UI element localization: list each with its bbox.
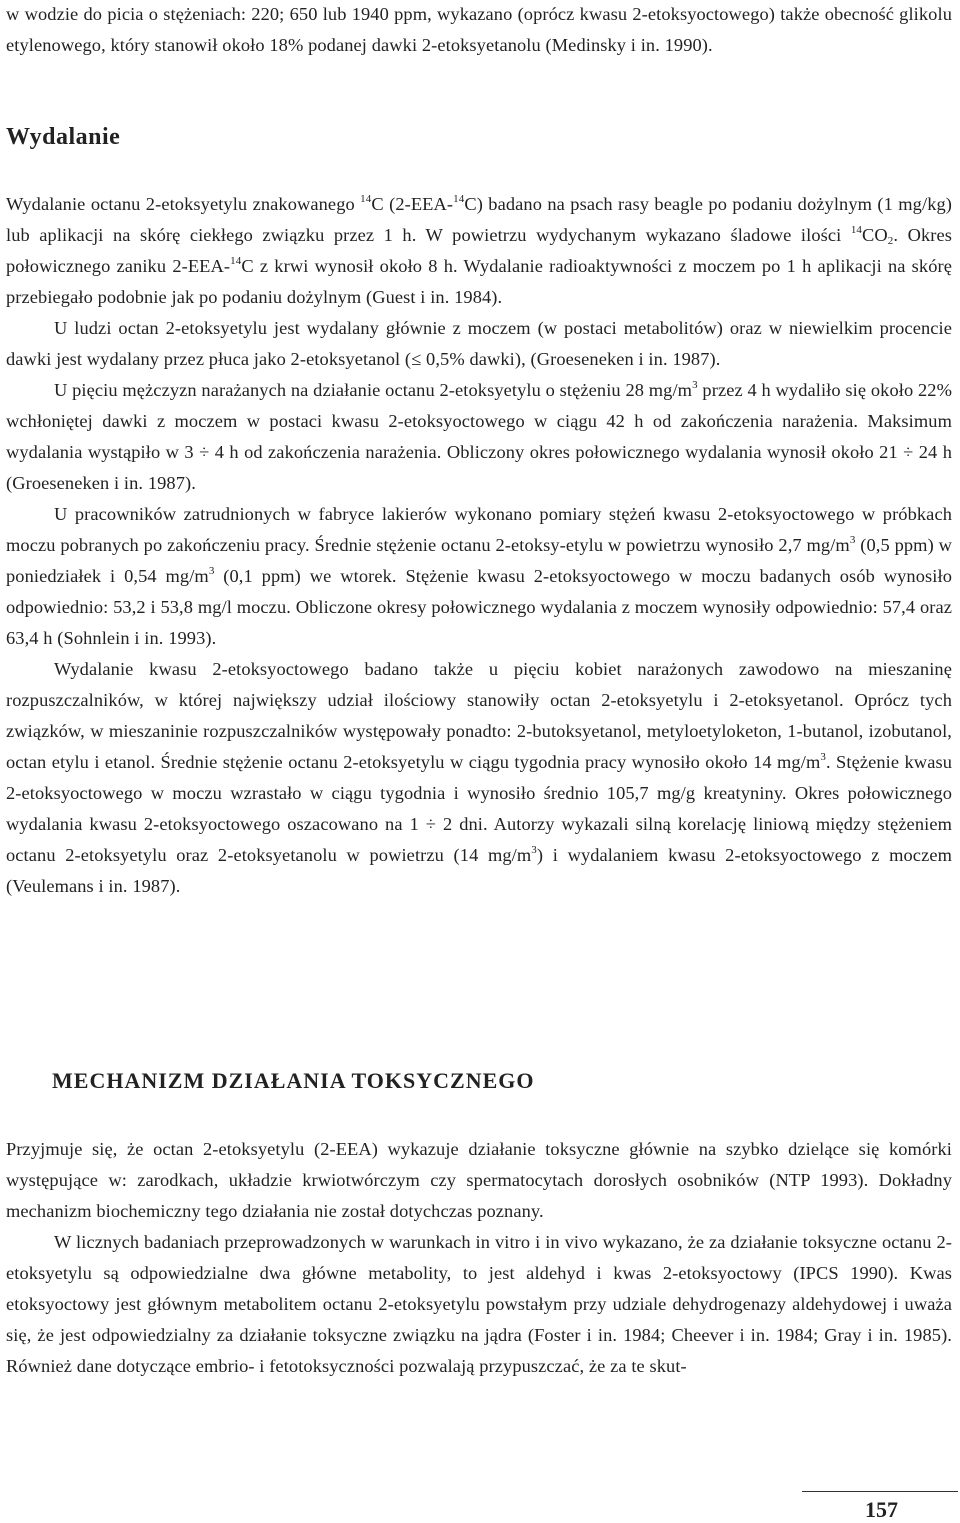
superscript: 3 [208,565,215,577]
superscript: 3 [692,379,698,391]
superscript: 3 [849,534,856,546]
excretion-paragraph-4 [6,499,952,654]
superscript: 14 [850,224,863,236]
text-run: Wydalanie kwasu 2-etoksyoctowego badano także u pięciu kobiet narażonych zawodowo na mieszaninę rozpuszczalników, w której największy udział ilościowy stanowiły octan 2-etoksyetylu i 2-etoksyetanol. Oprócz tych związków, w mieszaninie rozpuszczalników występowały ponadto: 2-butoksyetanol, metyloetyloketon, 1-butanol, izobutanol, octan etylu i etanol. Średnie stężenie octanu 2-etoksyetylu w ciągu tygodnia pracy wynosiło około 14 mg/m [6,659,952,772]
text-run: (0,1 ppm) we wtorek. Stężenie kwasu 2-etoksyoctowego w moczu badanych osób wynosiło odpowiednio: 53,2 i 53,8 mg/l moczu. Obliczone okresy połowicznego wydalania z moczem wynosiły odpowiednio: 57,4 oraz 63,4 h (Sohnlein i in. 1993). [6,566,952,648]
text-run: Wydalanie octanu 2-etoksyetylu znakowanego [6,194,361,214]
superscript: 3 [820,751,826,763]
footer-rule [802,1491,958,1492]
text-run: C z krwi wynosił około 8 h. Wydalanie radioaktywności z moczem po 1 h aplikacji na skórę przebiegało podobnie jak po podaniu dożylnym (Guest i in. 1984). [6,256,953,307]
superscript: 14 [230,255,242,267]
page-number: 157 [865,1497,898,1522]
text-run: . Okres połowicznego zaniku 2-EEA- [6,225,952,276]
text-run: ) i wydalaniem kwasu 2-etoksyoctowego z moczem (Veulemans i in. 1987). [6,845,952,896]
text-run: . Stężenie kwasu 2-etoksyoctowego w moczu wzrastało w ciągu tygodnia i wynosiło średnio 105,7 mg/g kreatyniny. Okres połowicznego wydalania kwasu 2-etoksyoctowego oszacowano na 1 ÷ 2 dni. Autorzy wykazali silną korelację liniową między stężeniem octanu 2-etoksyetylu oraz 2-etoksyetanolu w powietrzu (14 mg/m [6,752,953,865]
excretion-paragraph-1 [6,189,952,313]
excretion-paragraph-3 [6,375,952,499]
section-heading-mechanism: MECHANIZM DZIAŁANIA TOKSYCZNEGO [52,1068,535,1093]
text-run: U pracowników zatrudnionych w fabryce lakierów wykonano pomiary stężeń kwasu 2-etoksyoctowego w próbkach moczu pobranych po zakończeniu pracy. Średnie stężenie octanu 2-etoksy-etylu w powietrzu wynosiło 2,7 mg/m [6,504,952,555]
superscript: 14 [453,193,465,205]
mechanism-paragraph-2: W licznych badaniach przeprowadzonych w warunkach in vitro i in vivo wykazano, że za działanie toksyczne octanu 2-etoksyetylu są odpowiedzialne dwa główne metabolity, to jest aldehyd i kwas 2-etoksyoctowy (IPCS 1990). Kwas etoksyoctowy jest głównym metabolitem octanu 2-etoksyetylu powstałym przy udziale dehydrogenazy aldehydowej i uważa się, że jest odpowiedzialny za działanie toksyczne związku na jądra (Foster i in. 1984; Cheever i in. 1984; Gray i in. 1985). Również dane dotyczące embrio- i fetotoksyczności pozwalają przypuszczać, że za te skut- [6,1232,952,1376]
superscript: 14 [360,193,372,205]
section-heading-excretion: Wydalanie [6,124,121,150]
excretion-section-body [6,189,952,902]
text-run: (0,5 ppm) w poniedziałek i 0,54 mg/m [6,535,952,586]
excretion-paragraph-2: U ludzi octan 2-etoksyetylu jest wydalany głównie z moczem (w postaci metabolitów) oraz w niewielkim procencie dawki jest wydalany przez płuca jako 2-etoksyetanol (≤ 0,5% dawki), (Groeseneken i in. 1987). [6,318,952,369]
text-run: U pięciu mężczyzn narażanych na działanie octanu 2-etoksyetylu o stężeniu 28 mg/m [54,380,693,400]
intro-paragraph: w wodzie do picia o stężeniach: 220; 650 lub 1940 ppm, wykazano (oprócz kwasu 2-etoksyoctowego) także obecność glikolu etylenowego, który stanowił około 18% podanej dawki 2-etoksyetanolu (Medinsky i in. 1990). [6,4,952,55]
text-run: C (2-EEA- [371,194,454,214]
subscript: 2 [887,235,894,247]
text-run: C) badano na psach rasy beagle po podaniu dożylnym (1 mg/kg) lub aplikacji na skórę ciekłego związku przez 1 h. W powietrzu wydychanym wykazano śladowe ilości [6,194,953,245]
mechanism-section-body [6,1134,952,1382]
mechanism-paragraph-1: Przyjmuje się, że octan 2-etoksyetylu (2-EEA) wykazuje działanie toksyczne głównie na szybko dzielące się komórki występujące w: zarodkach, układzie krwiotwórczym czy spermatocytach dorosłych osobników (NTP 1993). Dokładny mechanizm biochemiczny tego działania nie został dotychczas poznany. [6,1139,952,1221]
text-run: CO [862,225,888,245]
excretion-paragraph-5 [6,654,952,902]
text-run: przez 4 h wydaliło się około 22% wchłoniętej dawki z moczem w postaci kwasu 2-etoksyoctowego w ciągu 42 h od zakończenia narażenia. Maksimum wydalania wystąpiło w 3 ÷ 4 h od zakończenia narażenia. Obliczony okres połowicznego wydalania wynosił około 21 ÷ 24 h (Groeseneken i in. 1987). [6,380,952,493]
superscript: 3 [531,844,537,856]
